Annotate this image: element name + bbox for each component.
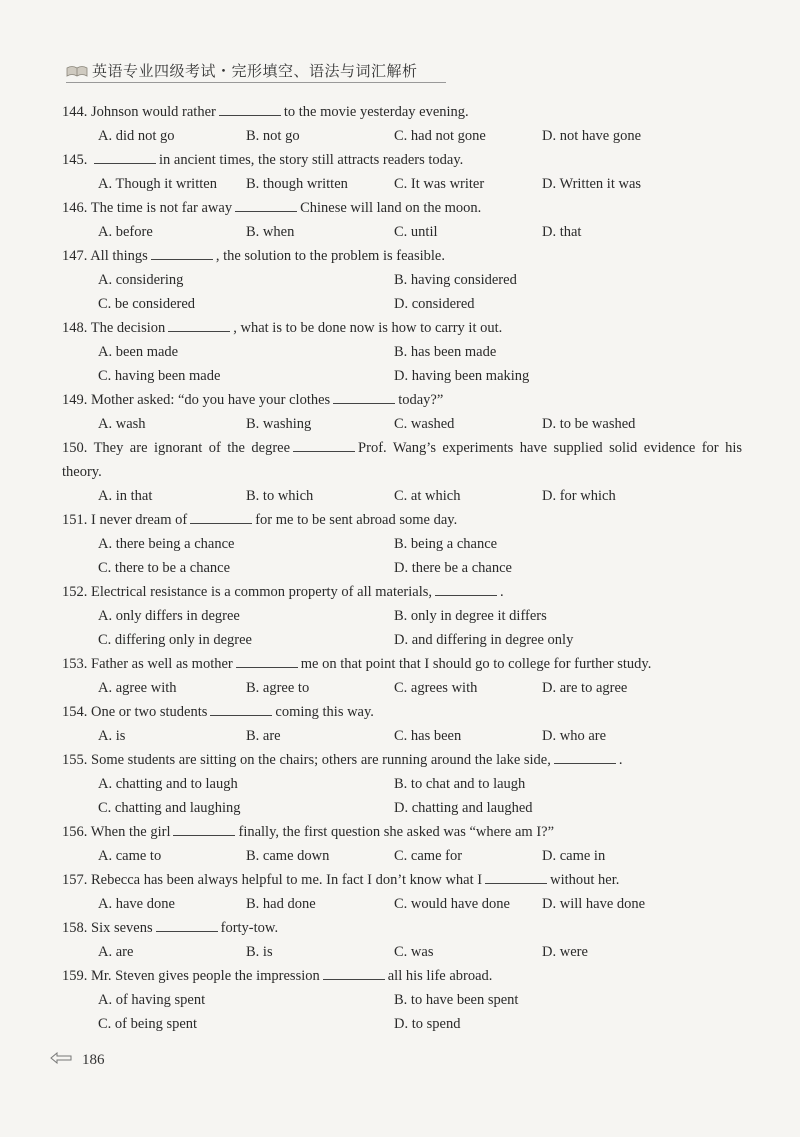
answer-blank [236,655,298,668]
answer-options [62,988,742,1036]
answer-option: A. in that [98,488,153,504]
answer-option: D. will have done [542,896,646,912]
question-item [62,244,742,316]
answer-option: C. It was writer [394,176,485,192]
answer-options [62,484,742,508]
book-icon [66,65,88,77]
answer-options [62,124,742,148]
answer-options [62,940,742,964]
answer-option: D. to be washed [542,416,636,432]
question-item [62,820,742,868]
answer-option: B. being a chance [394,536,498,552]
answer-option: C. was [394,944,434,960]
answer-option: D. are to agree [542,680,628,696]
question-item [62,100,742,148]
answer-blank [190,511,252,524]
answer-option: C. chatting and laughing [98,800,241,816]
question-text-before-blank: The decision [90,320,166,336]
answer-option: A. came to [98,848,162,864]
answer-option: A. Though it written [98,176,217,192]
answer-option: B. came down [246,848,330,864]
question-stem [62,964,742,988]
answer-blank [168,319,230,332]
question-number: 154. [62,704,88,720]
answer-option: B. agree to [246,680,310,696]
answer-blank [323,967,385,980]
question-stem [62,244,742,268]
answer-option: A. are [98,944,134,960]
answer-option: C. came for [394,848,463,864]
question-stem [62,100,742,124]
answer-blank [554,751,616,764]
question-number: 147. [62,248,88,264]
question-stem [62,748,742,772]
question-item [62,868,742,916]
answer-option: C. until [394,224,438,240]
answer-options [62,220,742,244]
answer-option: B. is [246,944,273,960]
question-list [62,100,742,1036]
answer-option: B. to which [246,488,314,504]
question-number: 159. [62,968,88,984]
question-stem [62,508,742,532]
question-text-after-blank: Prof. Wang’s experiments have supplied solid evidence for his theory. [62,440,742,480]
answer-blank [293,439,355,452]
answer-option: C. having been made [98,368,221,384]
question-number: 151. [62,512,88,528]
answer-option: D. and differing in degree only [394,632,574,648]
answer-blank [435,583,497,596]
answer-option: D. not have gone [542,128,642,144]
answer-option: B. has been made [394,344,497,360]
question-text-before-blank: Six sevens [91,920,153,936]
question-stem [62,916,742,940]
question-stem [62,868,742,892]
question-item [62,316,742,388]
question-item [62,148,742,196]
answer-options [62,676,742,700]
question-item [62,748,742,820]
answer-option: D. that [542,224,582,240]
question-item [62,700,742,748]
answer-option: B. had done [246,896,316,912]
answer-option: D. Written it was [542,176,642,192]
answer-option: A. only differs in degree [98,608,240,624]
question-number: 146. [62,200,88,216]
question-text-after-blank: all his life abroad. [387,968,493,984]
question-text-after-blank: me on that point that I should go to college for further study. [300,656,652,672]
header-divider [66,82,446,83]
question-text-after-blank: . [618,752,623,768]
answer-option: B. to have been spent [394,992,519,1008]
answer-option: C. of being spent [98,1016,198,1032]
answer-options [62,844,742,868]
answer-option: B. having considered [394,272,517,288]
answer-option: B. not go [246,128,300,144]
question-text-before-blank: One or two students [91,704,208,720]
question-text-after-blank: . [500,584,504,600]
question-number: 150. [62,440,88,456]
running-header [66,60,418,81]
answer-option: D. came in [542,848,606,864]
arrow-left-icon [50,1052,72,1069]
answer-options [62,604,742,652]
question-number: 155. [62,752,88,768]
question-stem [62,148,742,172]
answer-option: B. to chat and to laugh [394,776,526,792]
answer-blank [333,391,395,404]
answer-blank [485,871,547,884]
question-stem [62,580,742,604]
answer-option: C. washed [394,416,455,432]
answer-option: D. considered [394,296,475,312]
answer-option: B. when [246,224,295,240]
answer-blank [235,199,297,212]
answer-blank [210,703,272,716]
answer-option: D. chatting and laughed [394,800,533,816]
answer-option: C. there to be a chance [98,560,231,576]
answer-option: D. who are [542,728,607,744]
page-footer [50,1052,105,1069]
question-text-before-blank: When the girl [90,824,171,840]
answer-blank [173,823,235,836]
answer-option: A. been made [98,344,179,360]
answer-options [62,892,742,916]
question-text-before-blank: Mr. Steven gives people the impression [91,968,320,984]
answer-option: A. considering [98,272,184,288]
answer-options [62,772,742,820]
page-number: 186 [82,1052,105,1068]
question-item [62,964,742,1036]
question-text-before-blank: Father as well as mother [91,656,233,672]
question-item [62,196,742,244]
question-stem [62,196,742,220]
answer-option: B. though written [246,176,348,192]
question-item [62,508,742,580]
question-item [62,436,742,508]
answer-option: C. agrees with [394,680,478,696]
question-item [62,580,742,652]
answer-blank [94,151,156,164]
question-number: 152. [62,584,88,600]
question-number: 144. [62,104,88,120]
answer-option: A. before [98,224,153,240]
answer-blank [219,103,281,116]
question-number: 145. [62,152,88,168]
question-item [62,652,742,700]
header-title: 英语专业四级考试・完形填空、语法与词汇解析 [92,62,418,80]
answer-option: A. agree with [98,680,177,696]
answer-option: D. were [542,944,588,960]
question-stem [62,436,742,484]
question-text-before-blank: They are ignorant of the degree [93,440,291,456]
question-number: 153. [62,656,88,672]
question-number: 148. [62,320,88,336]
answer-options [62,172,742,196]
question-text-before-blank: Some students are sitting on the chairs; others are running around the lake side, [91,752,551,768]
question-number: 156. [62,824,88,840]
question-text-after-blank: today?” [398,392,444,408]
answer-option: A. chatting and to laugh [98,776,238,792]
answer-option: C. would have done [394,896,510,912]
question-stem [62,652,742,676]
answer-option: D. there be a chance [394,560,512,576]
answer-blank [156,919,218,932]
question-text-before-blank: Rebecca has been always helpful to me. In fact I don’t know what I [91,872,483,888]
answer-option: C. differing only in degree [98,632,252,648]
question-text-before-blank: Electrical resistance is a common property of all materials, [91,584,433,600]
question-stem [62,700,742,724]
question-text-after-blank: for me to be sent abroad some day. [255,512,458,528]
question-stem [62,388,742,412]
question-stem [62,316,742,340]
question-text-after-blank: without her. [550,872,620,888]
question-text-after-blank: to the movie yesterday evening. [283,104,469,120]
answer-option: C. be considered [98,296,196,312]
answer-option: D. to spend [394,1016,461,1032]
question-text-before-blank: All things [90,248,148,264]
answer-option: A. did not go [98,128,175,144]
answer-option: A. wash [98,416,146,432]
answer-option: C. had not gone [394,128,486,144]
question-text-before-blank: Mother asked: “do you have your clothes [91,392,331,408]
answer-options [62,412,742,436]
question-text-before-blank: Johnson would rather [91,104,216,120]
answer-options [62,724,742,748]
answer-option: A. have done [98,896,175,912]
question-stem [62,820,742,844]
question-text-before-blank: I never dream of [91,512,188,528]
question-text-before-blank: The time is not far away [90,200,233,216]
answer-option: C. has been [394,728,462,744]
question-number: 149. [62,392,88,408]
answer-option: A. is [98,728,126,744]
question-text-after-blank: coming this way. [275,704,374,720]
question-text-after-blank: finally, the first question she asked was “where am I?” [238,824,555,840]
answer-option: D. for which [542,488,616,504]
answer-option: B. are [246,728,281,744]
answer-option: D. having been making [394,368,530,384]
question-number: 158. [62,920,88,936]
answer-blank [151,247,213,260]
answer-options [62,268,742,316]
question-item [62,916,742,964]
answer-option: A. there being a chance [98,536,235,552]
question-text-after-blank: , the solution to the problem is feasible. [215,248,445,264]
question-text-after-blank: forty-tow. [220,920,279,936]
answer-options [62,340,742,388]
question-text-after-blank: , what is to be done now is how to carry it out. [233,320,503,336]
answer-option: C. at which [394,488,461,504]
answer-option: A. of having spent [98,992,206,1008]
question-item [62,388,742,436]
question-number: 157. [62,872,88,888]
question-text-after-blank: in ancient times, the story still attracts readers today. [159,152,464,168]
answer-options [62,532,742,580]
answer-option: B. only in degree it differs [394,608,547,624]
answer-option: B. washing [246,416,312,432]
question-text-after-blank: Chinese will land on the moon. [300,200,482,216]
